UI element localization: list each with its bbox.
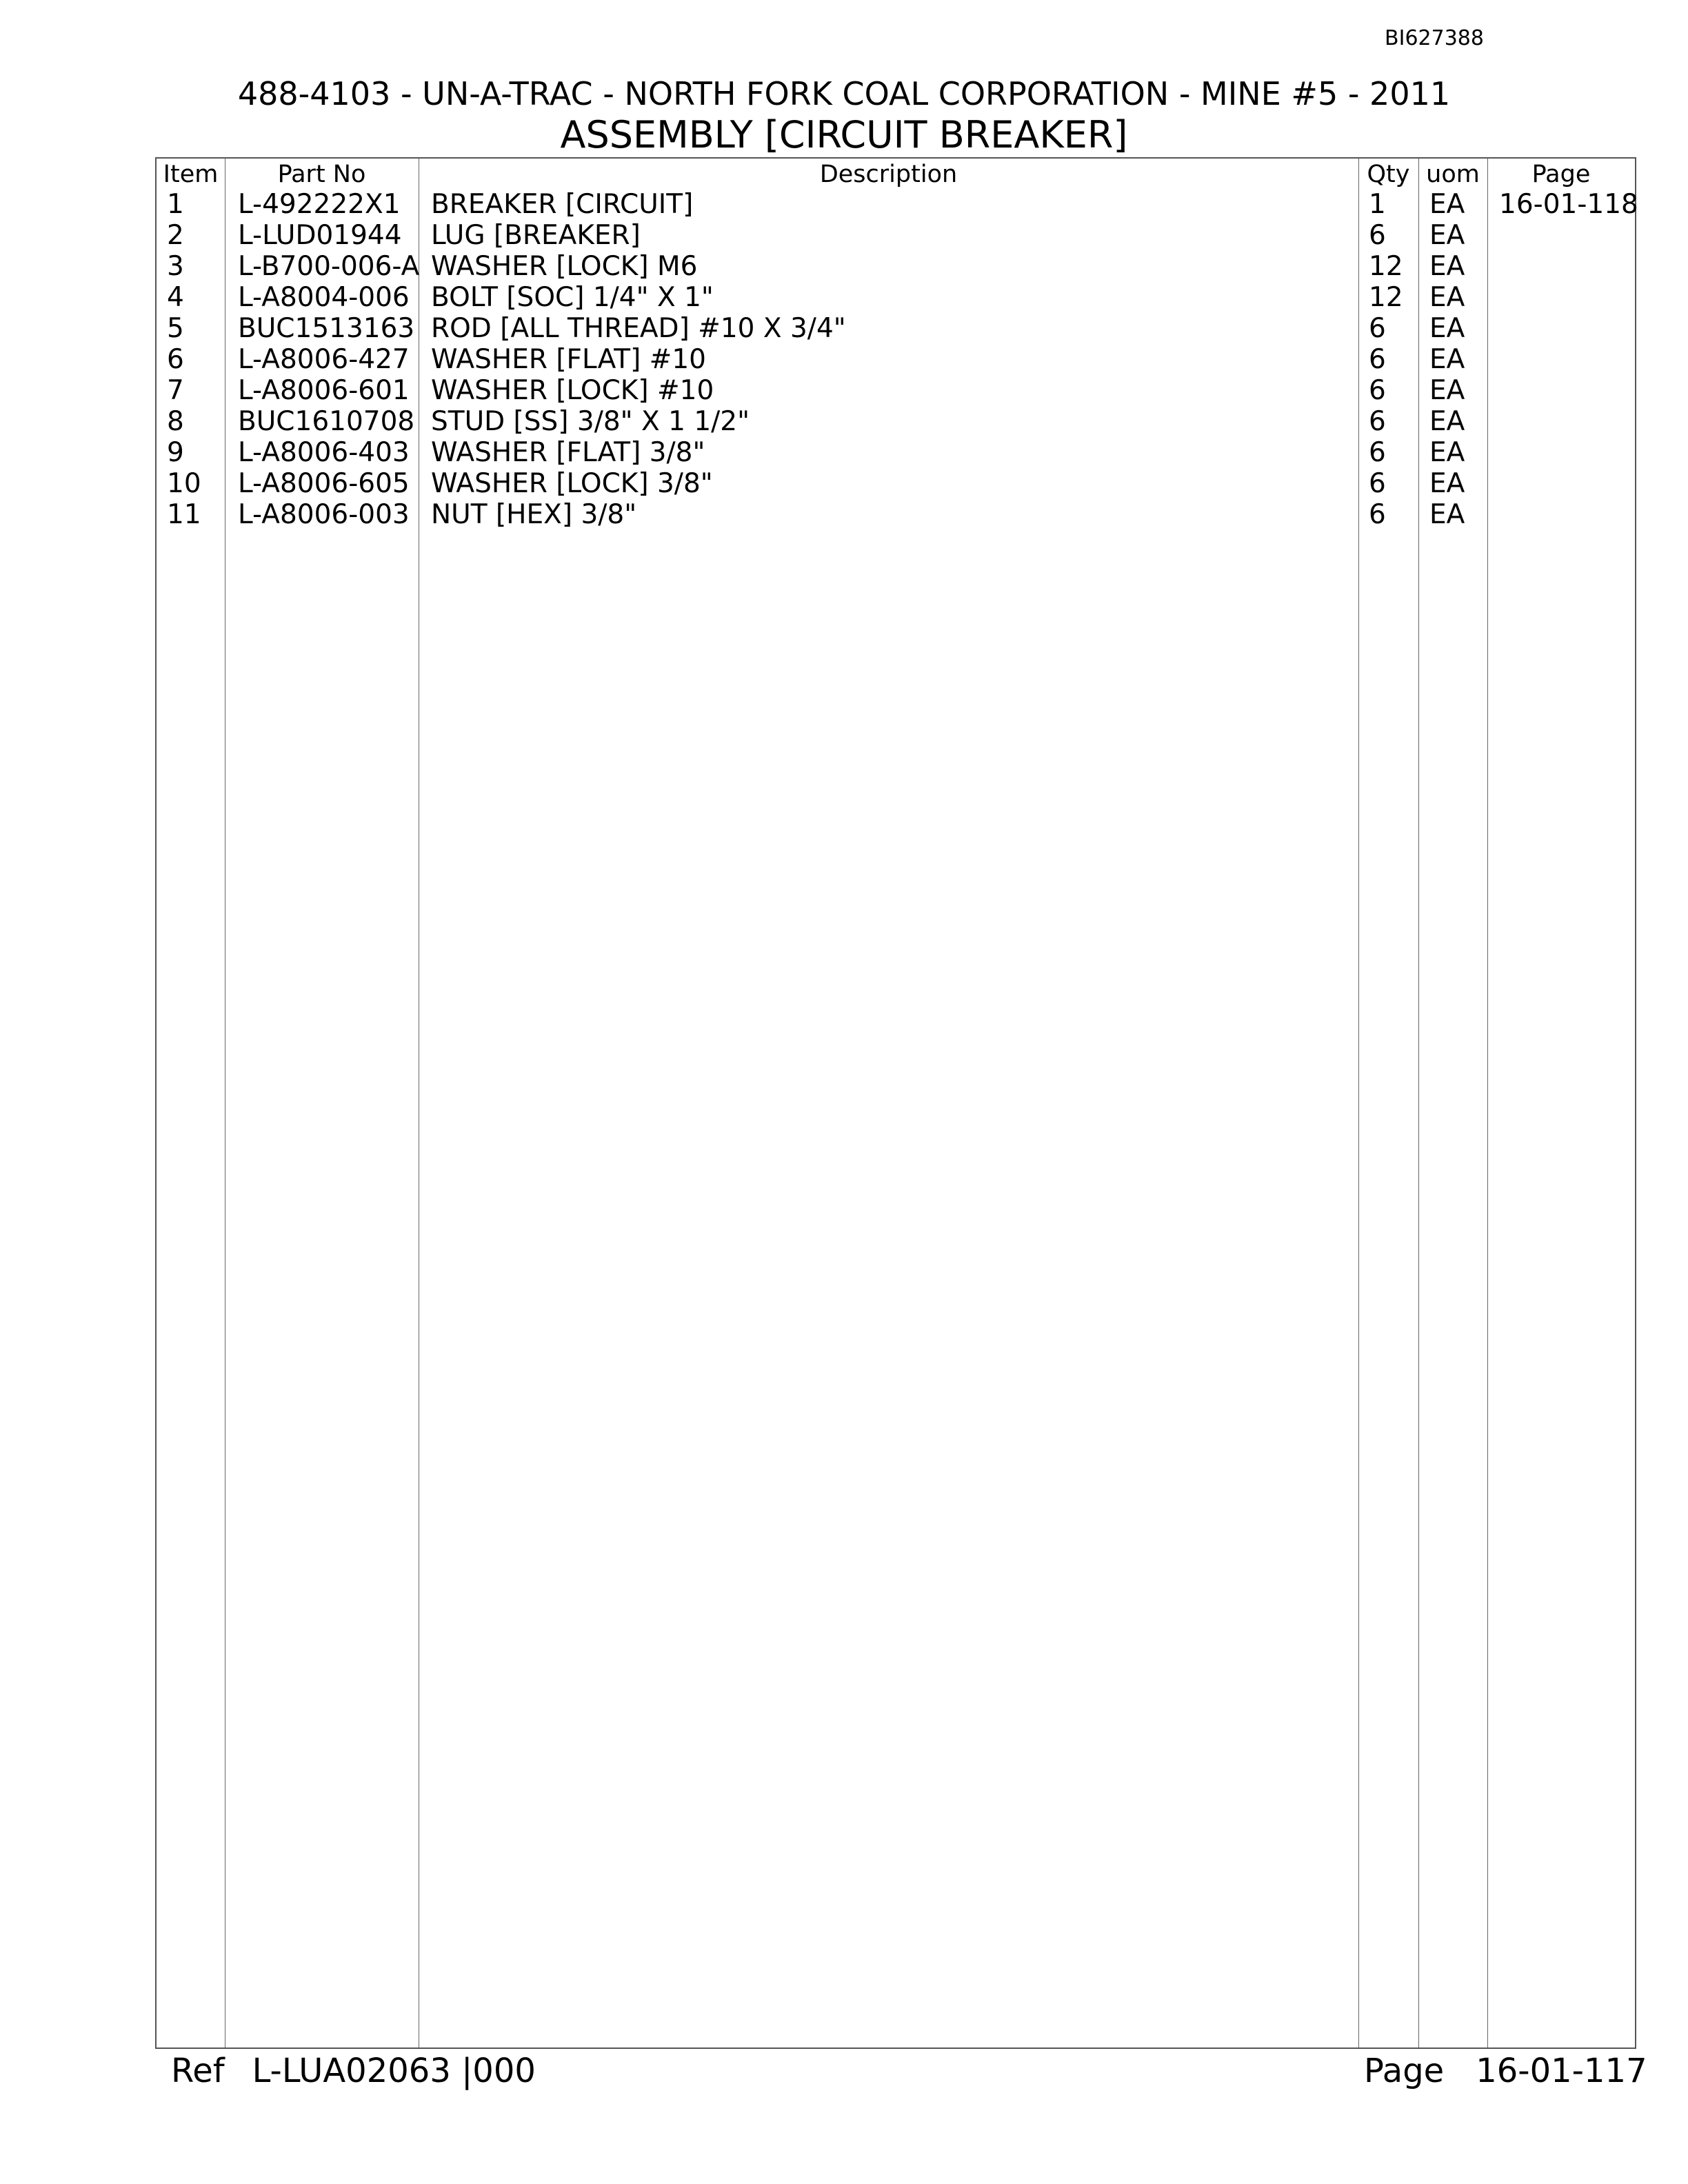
table-row [157,313,1635,344]
item-number: 7 [167,375,184,406]
item-number: 1 [167,189,184,220]
part-description: BREAKER [CIRCUIT] [431,189,694,220]
item-number: 8 [167,406,184,437]
part-number: BUC1610708 [238,406,415,437]
part-description: LUG [BREAKER] [431,220,641,251]
part-description: WASHER [LOCK] 3/8" [431,468,713,499]
unit-of-measure: EA [1429,406,1465,437]
table-row [157,220,1635,251]
part-description: NUT [HEX] 3/8" [431,499,637,530]
unit-of-measure: EA [1429,344,1465,375]
page-title: 488-4103 - UN-A-TRAC - NORTH FORK COAL CORPORATION - MINE #5 - 2011 [237,75,1451,112]
unit-of-measure: EA [1429,437,1465,468]
header-item: Item [163,161,219,188]
unit-of-measure: EA [1429,282,1465,313]
page-label: Page [1364,2052,1445,2090]
item-number: 4 [167,282,184,313]
part-description: WASHER [FLAT] #10 [431,344,706,375]
item-number: 6 [167,344,184,375]
part-number: L-LUD01944 [238,220,402,251]
item-number: 11 [167,499,201,530]
unit-of-measure: EA [1429,220,1465,251]
header-qty: Qty [1367,161,1410,188]
table-row [157,189,1638,220]
ref-value: L-LUA02063 |000 [252,2052,536,2090]
unit-of-measure: EA [1429,313,1465,344]
quantity: 12 [1369,282,1403,313]
unit-of-measure: EA [1429,468,1465,499]
part-number: L-A8006-003 [238,499,410,530]
table-row [157,437,1635,468]
quantity: 6 [1369,468,1386,499]
table-body [157,189,1638,530]
item-number: 9 [167,437,184,468]
part-number: L-A8006-403 [238,437,410,468]
unit-of-measure: EA [1429,499,1465,530]
parts-table [155,157,1636,2049]
part-number: L-A8006-605 [238,468,410,499]
footer-page-number [1364,2050,1647,2092]
quantity: 6 [1369,375,1386,406]
header-uom: uom [1426,161,1480,188]
quantity: 6 [1369,499,1386,530]
table-row [157,375,1635,406]
part-number: L-A8006-601 [238,375,410,406]
document-id: BI627388 [1385,26,1484,50]
item-number: 3 [167,251,184,282]
table-row [157,344,1635,375]
unit-of-measure: EA [1429,375,1465,406]
part-number: L-492222X1 [238,189,401,220]
quantity: 6 [1369,220,1386,251]
item-number: 5 [167,313,184,344]
item-number: 10 [167,468,201,499]
page-reference-link[interactable]: 16-01-118 [1499,189,1638,220]
part-number: L-B700-006-A [238,251,420,282]
page-value: 16-01-117 [1476,2052,1647,2090]
part-number: L-A8006-427 [238,344,410,375]
quantity: 1 [1369,189,1386,220]
part-description: BOLT [SOC] 1/4" X 1" [431,282,714,313]
table-row [157,468,1635,499]
quantity: 6 [1369,344,1386,375]
unit-of-measure: EA [1429,189,1465,220]
quantity: 6 [1369,437,1386,468]
header-part-no: Part No [277,161,366,188]
part-description: WASHER [LOCK] #10 [431,375,714,406]
part-description: STUD [SS] 3/8" X 1 1/2" [431,406,750,437]
part-number: L-A8004-006 [238,282,410,313]
header-page: Page [1531,161,1591,188]
table-row [157,282,1635,313]
unit-of-measure: EA [1429,251,1465,282]
part-number: BUC1513163 [238,313,415,344]
part-description: WASHER [FLAT] 3/8" [431,437,705,468]
part-description: ROD [ALL THREAD] #10 X 3/4" [431,313,846,344]
table-row [157,499,1635,530]
quantity: 6 [1369,406,1386,437]
footer-reference [171,2050,536,2092]
quantity: 6 [1369,313,1386,344]
table-row [157,406,1635,437]
table-row [157,251,1635,282]
assembly-title: ASSEMBLY [CIRCUIT BREAKER] [560,113,1128,156]
ref-label: Ref [171,2052,225,2090]
quantity: 12 [1369,251,1403,282]
part-description: WASHER [LOCK] M6 [431,251,698,282]
item-number: 2 [167,220,184,251]
header-description: Description [819,161,958,188]
